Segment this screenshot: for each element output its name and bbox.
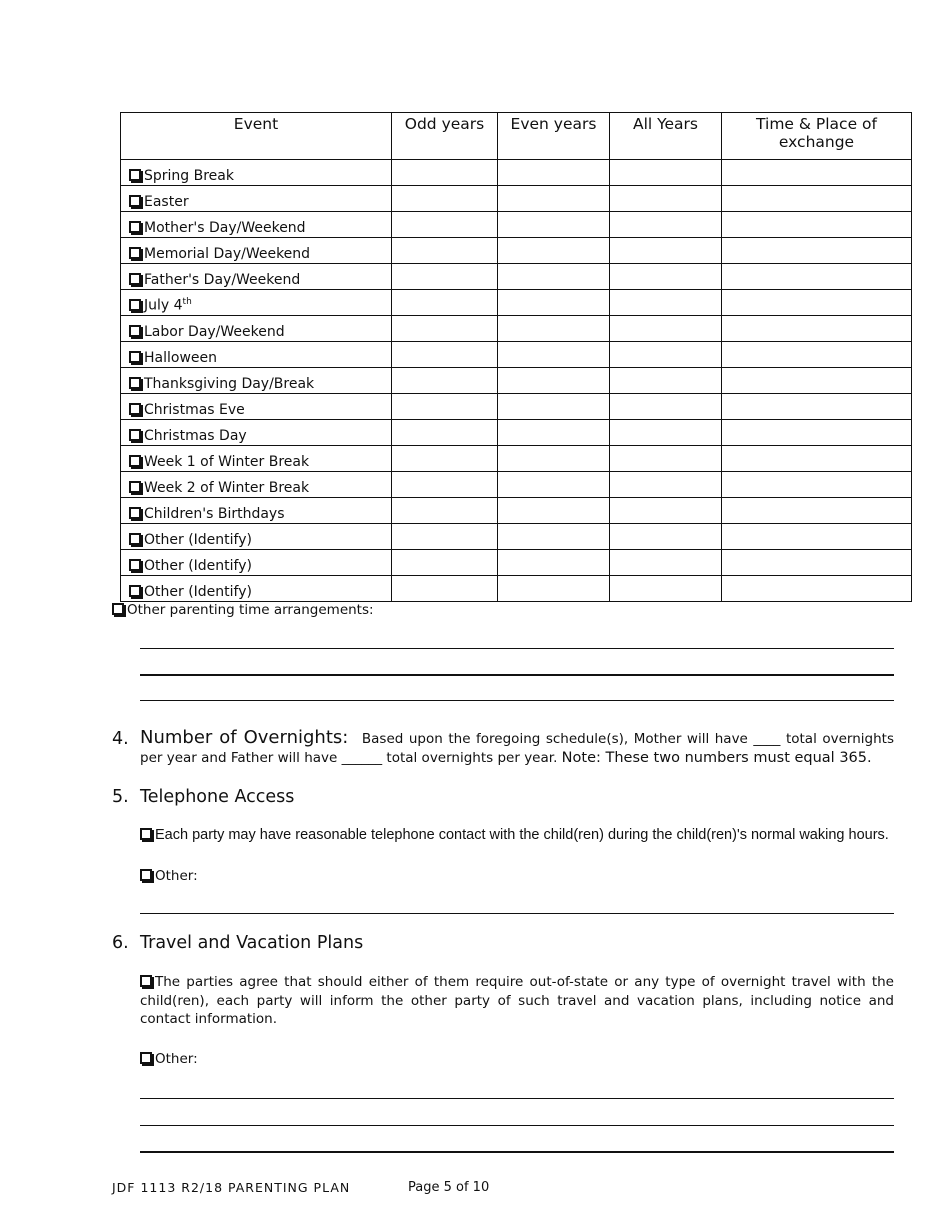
event-cell [121, 342, 392, 368]
event-cell [121, 212, 392, 238]
checkbox-icon[interactable] [129, 429, 141, 441]
odd-years-cell[interactable] [392, 524, 498, 550]
section-title-overnights: Number of Overnights: [140, 727, 349, 748]
checkbox-icon[interactable] [129, 533, 141, 545]
fill-line[interactable] [140, 648, 894, 649]
table-row [121, 212, 912, 238]
col-header-even-years: Even years [498, 113, 610, 160]
exchange-cell[interactable] [722, 524, 912, 550]
even-years-cell[interactable] [498, 420, 610, 446]
event-label: Spring Break [144, 168, 234, 184]
table-row [121, 342, 912, 368]
checkbox-icon[interactable] [129, 455, 141, 467]
event-cell [121, 420, 392, 446]
table-header-row [121, 113, 912, 160]
exchange-cell[interactable] [722, 264, 912, 290]
odd-years-cell[interactable] [392, 472, 498, 498]
all-years-cell[interactable] [610, 368, 722, 394]
odd-years-cell[interactable] [392, 290, 498, 316]
exchange-cell[interactable] [722, 368, 912, 394]
event-label: Other (Identify) [144, 532, 252, 548]
event-cell [121, 290, 392, 316]
all-years-cell[interactable] [610, 394, 722, 420]
odd-years-cell[interactable] [392, 368, 498, 394]
table-row [121, 186, 912, 212]
odd-years-cell[interactable] [392, 212, 498, 238]
telephone-other-label: Other: [155, 868, 198, 884]
table-row [121, 550, 912, 576]
exchange-cell[interactable] [722, 342, 912, 368]
all-years-cell[interactable] [610, 472, 722, 498]
travel-option-notify [140, 973, 894, 1029]
checkbox-icon[interactable] [129, 273, 141, 285]
event-label: Mother's Day/Weekend [144, 220, 306, 236]
table-row [121, 368, 912, 394]
travel-option-other [140, 1051, 198, 1067]
all-years-cell[interactable] [610, 420, 722, 446]
even-years-cell[interactable] [498, 316, 610, 342]
exchange-cell[interactable] [722, 550, 912, 576]
telephone-option-other [140, 868, 198, 884]
checkbox-icon[interactable] [129, 507, 141, 519]
exchange-cell[interactable] [722, 472, 912, 498]
table-row [121, 420, 912, 446]
event-cell [121, 394, 392, 420]
event-label: Memorial Day/Weekend [144, 246, 311, 262]
checkbox-icon[interactable] [129, 377, 141, 389]
odd-years-cell[interactable] [392, 498, 498, 524]
checkbox-icon[interactable] [140, 975, 152, 987]
section-overnights [140, 729, 894, 767]
even-years-cell[interactable] [498, 550, 610, 576]
even-years-cell[interactable] [498, 212, 610, 238]
all-years-cell[interactable] [610, 238, 722, 264]
even-years-cell[interactable] [498, 472, 610, 498]
event-cell [121, 524, 392, 550]
checkbox-icon[interactable] [112, 603, 124, 615]
exchange-cell[interactable] [722, 186, 912, 212]
all-years-cell[interactable] [610, 290, 722, 316]
event-label: Halloween [144, 350, 218, 366]
odd-years-cell[interactable] [392, 550, 498, 576]
table-row [121, 576, 912, 602]
checkbox-icon[interactable] [129, 221, 141, 233]
exchange-cell[interactable] [722, 316, 912, 342]
even-years-cell[interactable] [498, 264, 610, 290]
even-years-cell[interactable] [498, 238, 610, 264]
even-years-cell[interactable] [498, 368, 610, 394]
event-cell [121, 472, 392, 498]
all-years-cell[interactable] [610, 524, 722, 550]
table-row [121, 264, 912, 290]
col-header-event: Event [121, 113, 392, 160]
even-years-cell[interactable] [498, 342, 610, 368]
fill-line[interactable] [140, 913, 894, 914]
all-years-cell[interactable] [610, 446, 722, 472]
exchange-cell[interactable] [722, 290, 912, 316]
all-years-cell[interactable] [610, 576, 722, 602]
event-label: Children's Birthdays [144, 506, 285, 522]
odd-years-cell[interactable] [392, 238, 498, 264]
exchange-cell[interactable] [722, 394, 912, 420]
checkbox-icon[interactable] [140, 1052, 152, 1064]
section-number-6: 6. [112, 933, 129, 953]
even-years-cell[interactable] [498, 446, 610, 472]
section-number-5: 5. [112, 787, 129, 807]
event-label: July 4 [144, 298, 183, 314]
footer-form-id: JDF 1113 R2/18 PARENTING PLAN [112, 1180, 351, 1195]
odd-years-cell[interactable] [392, 160, 498, 186]
odd-years-cell[interactable] [392, 446, 498, 472]
checkbox-icon[interactable] [129, 351, 141, 363]
even-years-cell[interactable] [498, 394, 610, 420]
event-label-superscript: th [182, 297, 192, 308]
other-arrangements [112, 602, 374, 618]
overnights-note: Note: These two numbers must equal 365. [561, 749, 872, 766]
fill-line[interactable] [140, 674, 894, 676]
table-row [121, 498, 912, 524]
event-cell [121, 550, 392, 576]
checkbox-icon[interactable] [129, 325, 141, 337]
travel-option-text: The parties agree that should either of them require out-of-state or any type of overnight travel with the child(ren), each party will inform the other party of such travel and vacation plans, including notice and contact information. [140, 974, 894, 1027]
event-cell [121, 264, 392, 290]
event-label: Week 2 of Winter Break [144, 480, 310, 496]
table-row [121, 290, 912, 316]
event-cell [121, 576, 392, 602]
checkbox-icon[interactable] [129, 559, 141, 571]
even-years-cell[interactable] [498, 576, 610, 602]
all-years-cell[interactable] [610, 186, 722, 212]
table-row [121, 394, 912, 420]
event-cell [121, 446, 392, 472]
section-title-travel: Travel and Vacation Plans [140, 933, 364, 953]
checkbox-icon[interactable] [129, 481, 141, 493]
event-cell [121, 368, 392, 394]
exchange-cell[interactable] [722, 498, 912, 524]
checkbox-icon[interactable] [129, 585, 141, 597]
even-years-cell[interactable] [498, 160, 610, 186]
exchange-cell[interactable] [722, 238, 912, 264]
table-row [121, 160, 912, 186]
exchange-cell[interactable] [722, 160, 912, 186]
checkbox-icon[interactable] [129, 299, 141, 311]
event-cell [121, 316, 392, 342]
odd-years-cell[interactable] [392, 394, 498, 420]
travel-other-label: Other: [155, 1051, 198, 1067]
odd-years-cell[interactable] [392, 576, 498, 602]
fill-line[interactable] [140, 1098, 894, 1099]
col-header-odd-years: Odd years [392, 113, 498, 160]
all-years-cell[interactable] [610, 212, 722, 238]
footer-page-number: Page 5 of 10 [408, 1180, 490, 1195]
section-number-4: 4. [112, 729, 129, 749]
odd-years-cell[interactable] [392, 342, 498, 368]
fill-line[interactable] [140, 700, 894, 701]
event-label: Week 1 of Winter Break [144, 454, 310, 470]
odd-years-cell[interactable] [392, 186, 498, 212]
table-row [121, 316, 912, 342]
even-years-cell[interactable] [498, 524, 610, 550]
exchange-cell[interactable] [722, 576, 912, 602]
checkbox-icon[interactable] [129, 403, 141, 415]
event-label: Thanksgiving Day/Break [144, 376, 315, 392]
table-row [121, 472, 912, 498]
checkbox-icon[interactable] [129, 247, 141, 259]
all-years-cell[interactable] [610, 498, 722, 524]
all-years-cell[interactable] [610, 316, 722, 342]
checkbox-icon[interactable] [140, 828, 152, 840]
even-years-cell[interactable] [498, 290, 610, 316]
event-label: Other (Identify) [144, 558, 252, 574]
holiday-schedule-table [120, 112, 912, 602]
telephone-option-reasonable [140, 826, 894, 845]
all-years-cell[interactable] [610, 342, 722, 368]
odd-years-cell[interactable] [392, 420, 498, 446]
other-arrangements-label: Other parenting time arrangements: [127, 602, 374, 618]
col-header-time-place: Time & Place of exchange [722, 113, 912, 160]
event-label: Christmas Eve [144, 402, 245, 418]
all-years-cell[interactable] [610, 550, 722, 576]
fill-line[interactable] [140, 1125, 894, 1126]
checkbox-icon[interactable] [129, 169, 141, 181]
event-cell [121, 498, 392, 524]
telephone-option-text: Each party may have reasonable telephone contact with the child(ren) during the child(ren)'s normal waking hours. [155, 827, 889, 843]
checkbox-icon[interactable] [129, 195, 141, 207]
section-title-telephone: Telephone Access [140, 787, 295, 807]
overnights-text: Based upon the foregoing schedule(s), Mother will have ____ total overnights per year and Father will have ______ total overnights per year. [140, 731, 894, 766]
event-cell [121, 238, 392, 264]
even-years-cell[interactable] [498, 498, 610, 524]
table-row [121, 446, 912, 472]
all-years-cell[interactable] [610, 160, 722, 186]
odd-years-cell[interactable] [392, 316, 498, 342]
exchange-cell[interactable] [722, 212, 912, 238]
exchange-cell[interactable] [722, 420, 912, 446]
event-cell [121, 160, 392, 186]
event-cell [121, 186, 392, 212]
event-label: Other (Identify) [144, 584, 252, 600]
odd-years-cell[interactable] [392, 264, 498, 290]
exchange-cell[interactable] [722, 446, 912, 472]
all-years-cell[interactable] [610, 264, 722, 290]
event-label: Labor Day/Weekend [144, 324, 285, 340]
event-label: Easter [144, 194, 189, 210]
col-header-all-years: All Years [610, 113, 722, 160]
fill-line[interactable] [140, 1151, 894, 1153]
event-label: Father's Day/Weekend [144, 272, 301, 288]
even-years-cell[interactable] [498, 186, 610, 212]
event-label: Christmas Day [144, 428, 247, 444]
table-row [121, 524, 912, 550]
table-row [121, 238, 912, 264]
checkbox-icon[interactable] [140, 869, 152, 881]
